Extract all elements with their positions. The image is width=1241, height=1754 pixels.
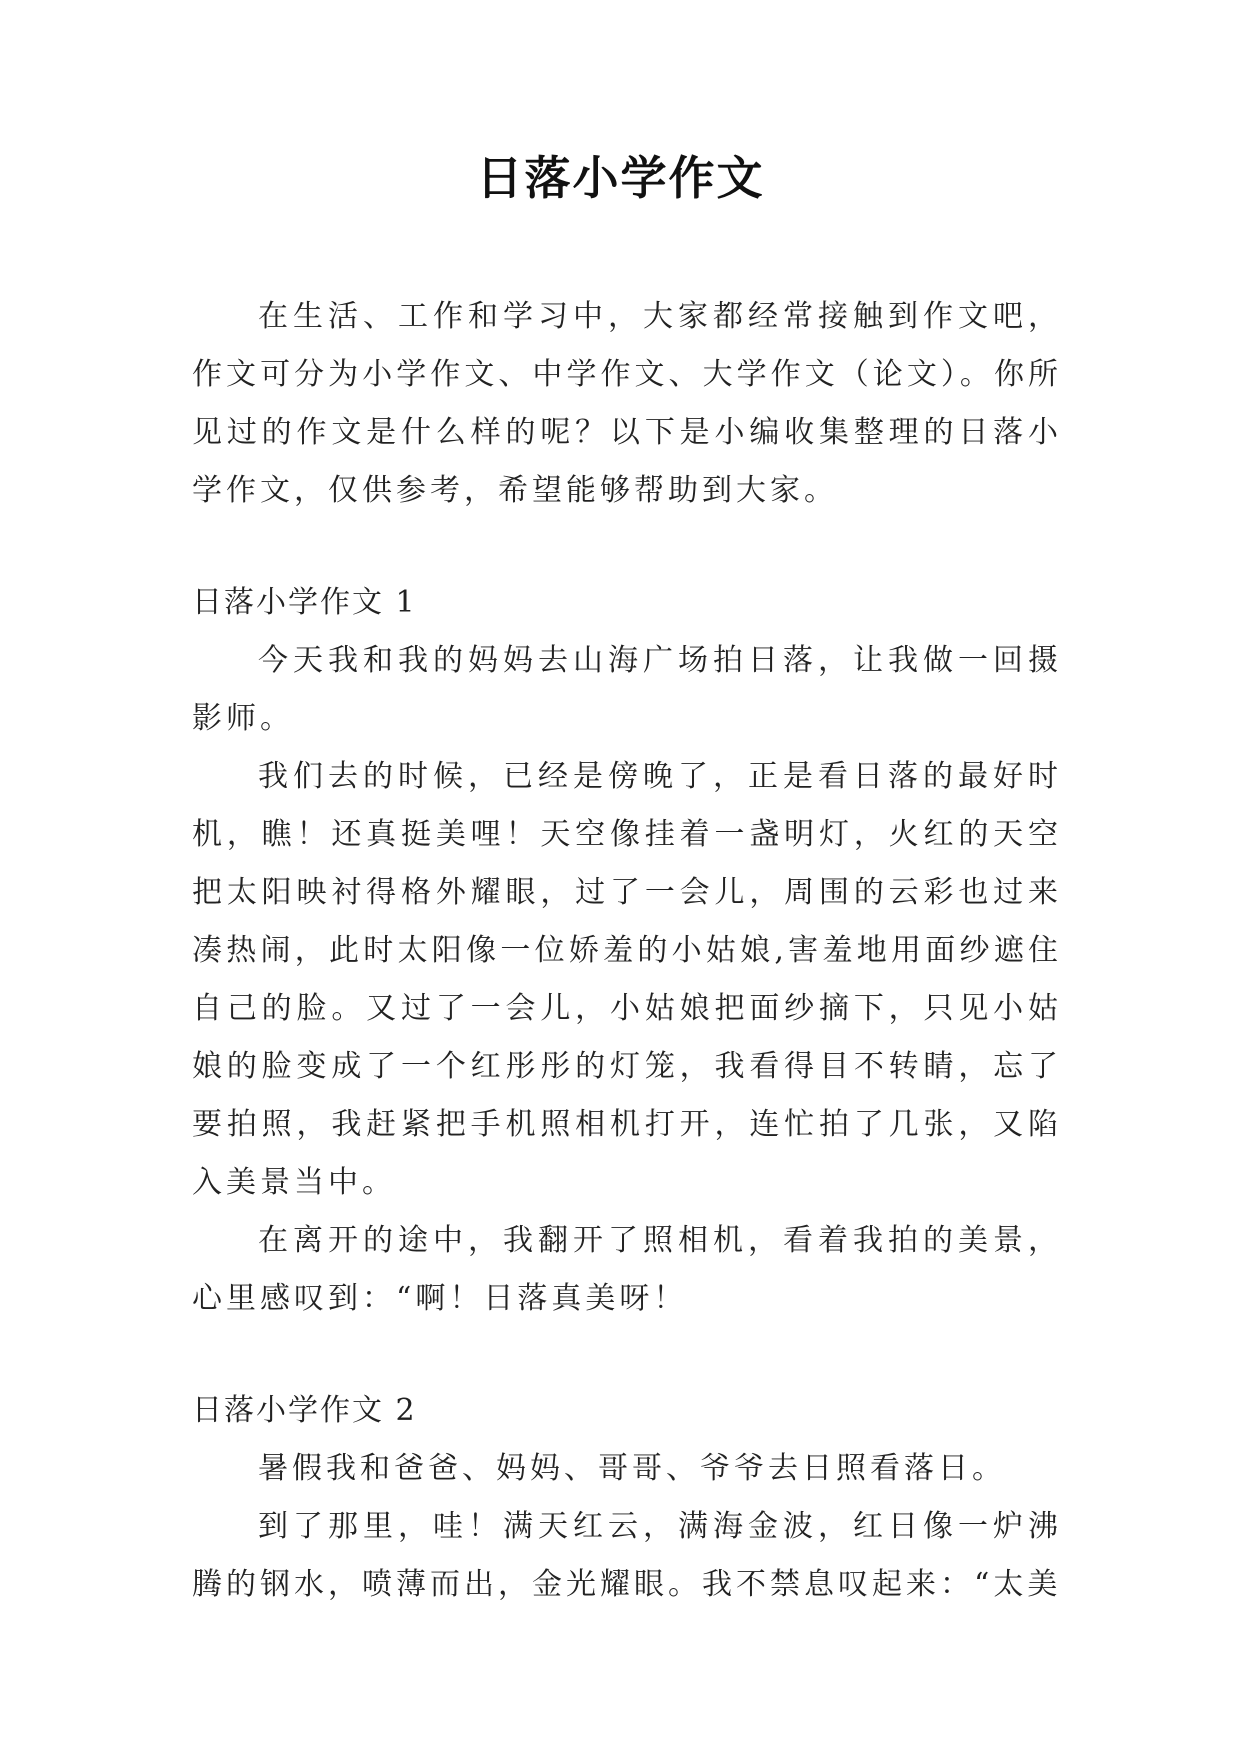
section-paragraph: 到了那里，哇！满天红云，满海金波，红日像一炉沸腾的钢水，喷薄而出，金光耀眼。我不禁息叹起来：“太美 bbox=[192, 1509, 1062, 1602]
document-body bbox=[192, 288, 1062, 1614]
section-heading: 日落小学作文 1 bbox=[192, 585, 417, 620]
section-paragraph: 今天我和我的妈妈去山海广场拍日落，让我做一回摄影师。 bbox=[192, 643, 1062, 736]
section-paragraph: 在离开的途中，我翻开了照相机，看着我拍的美景，心里感叹到：“啊！日落真美呀！ bbox=[192, 1223, 1062, 1316]
spacer bbox=[192, 1328, 1062, 1382]
essay-section-2 bbox=[192, 1382, 1062, 1614]
section-paragraph: 我们去的时候，已经是傍晚了，正是看日落的最好时机，瞧！还真挺美哩！天空像挂着一盏明灯，火红的天空把太阳映衬得格外耀眼，过了一会儿，周围的云彩也过来凑热闹，此时太阳像一位娇羞的小姑娘,害羞地用面纱遮住自己的脸。又过了一会儿，小姑娘把面纱摘下，只见小姑娘的脸变成了一个红彤彤的灯笼，我看得目不转睛，忘了要拍照，我赶紧把手机照相机打开，连忙拍了几张，又陷入美景当中。 bbox=[192, 759, 1062, 1200]
document-title: 日落小学作文 bbox=[476, 151, 765, 205]
essay-section-1 bbox=[192, 574, 1062, 1328]
section-paragraph: 暑假我和爸爸、妈妈、哥哥、爷爷去日照看落日。 bbox=[258, 1451, 1006, 1486]
intro-paragraph: 在生活、工作和学习中，大家都经常接触到作文吧，作文可分为小学作文、中学作文、大学作文（论文）。你所见过的作文是什么样的呢？以下是小编收集整理的日落小学作文，仅供参考，希望能够帮助到大家。 bbox=[192, 299, 1062, 508]
section-heading: 日落小学作文 2 bbox=[192, 1393, 417, 1428]
spacer bbox=[192, 520, 1062, 574]
